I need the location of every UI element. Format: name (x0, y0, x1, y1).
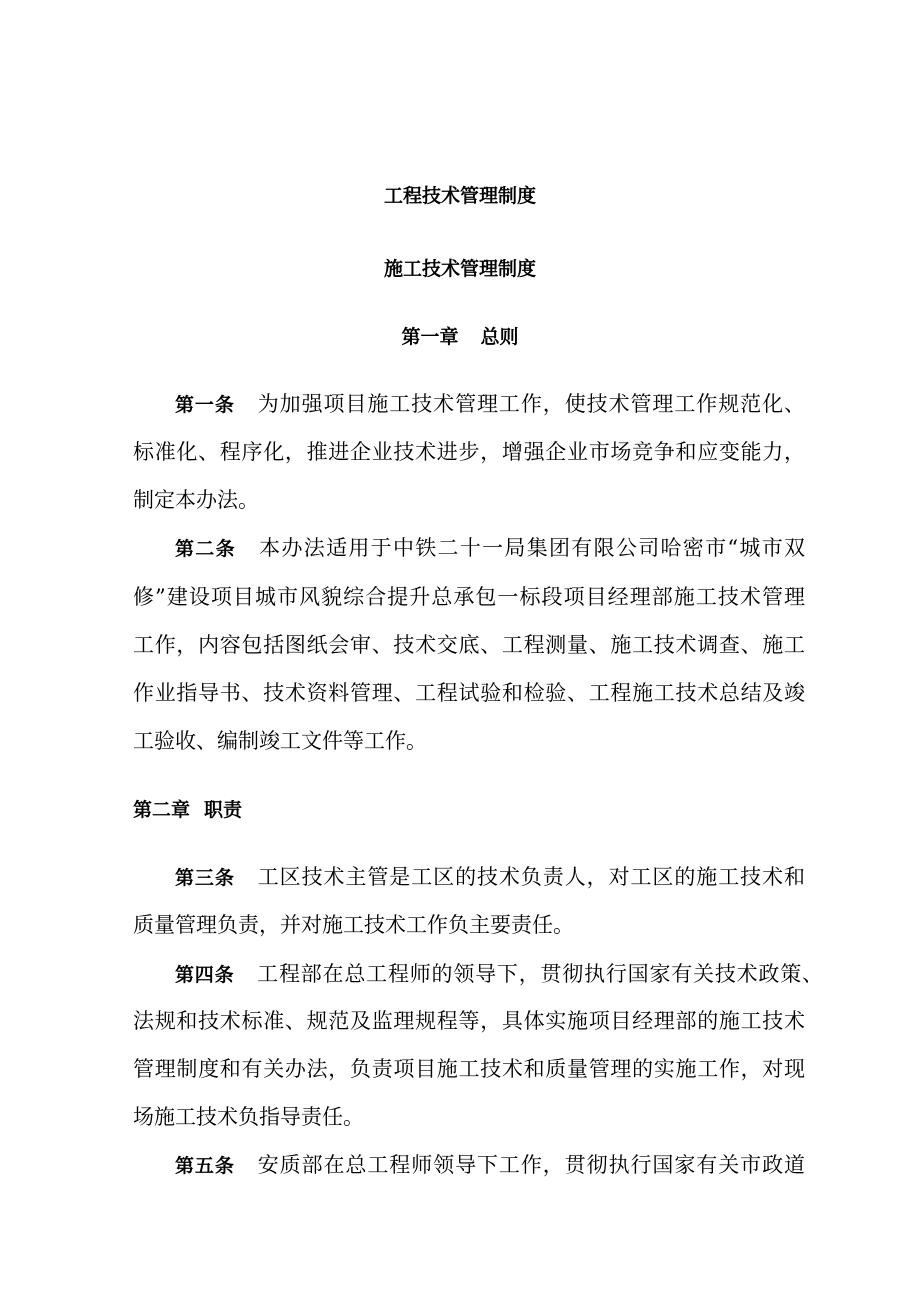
article-4-line-3: 管理制度和有关办法，负责项目施工技术和质量管理的实施工作，对现 (133, 1057, 805, 1081)
article-1-line-3: 制定本办法。 (133, 488, 259, 512)
article-label: 第一条 (175, 394, 235, 416)
article-label: 第二条 (175, 538, 236, 560)
chapter-name: 总则 (480, 326, 519, 348)
article-2-line-1 (175, 533, 805, 563)
article-2-line-2: 修”建设项目城市风貌综合提升总承包一标段项目经理部施工技术管理 (133, 585, 805, 609)
article-text: 安质部在总工程师领导下工作，贯彻执行国家有关市政道 (256, 1153, 805, 1177)
article-text: 工程部在总工程师的领导下，贯彻执行国家有关技术政策、 (256, 962, 823, 986)
article-2-line-4: 作业指导书、技术资料管理、工程试验和检验、工程施工技术总结及竣 (133, 681, 805, 705)
article-label: 第四条 (175, 964, 235, 986)
article-2-line-3: 工作，内容包括图纸会审、技术交底、工程测量、施工技术调查、施工 (133, 633, 805, 657)
article-3-line-1 (175, 862, 805, 892)
article-text: 为加强项目施工技术管理工作，使技术管理工作规范化、 (256, 392, 805, 416)
article-text: 本办法适用于中铁二十一局集团有限公司哈密市“城市双 (257, 536, 805, 560)
article-label: 第五条 (175, 1155, 235, 1177)
document-subtitle: 施工技术管理制度 (383, 258, 536, 280)
article-1-line-1 (175, 389, 805, 419)
article-4-line-4: 场施工技术负指导责任。 (133, 1105, 364, 1129)
article-2-line-5: 工验收、编制竣工文件等工作。 (133, 729, 427, 753)
article-1-line-2: 标准化、程序化，推进企业技术进步，增强企业市场竞争和应变能力， (133, 440, 805, 464)
chapter-name: 职责 (204, 799, 243, 821)
article-text: 工区技术主管是工区的技术负责人，对工区的施工技术和 (256, 865, 805, 889)
chapter-2-heading (133, 794, 805, 824)
article-4-line-1 (175, 959, 823, 989)
document-title: 工程技术管理制度 (383, 185, 536, 207)
article-label: 第三条 (175, 867, 235, 889)
article-4-line-2: 法规和技术标准、规范及监理规程等，具体实施项目经理部的施工技术 (133, 1009, 805, 1033)
chapter-1-heading (0, 322, 920, 352)
chapter-number: 第一章 (401, 326, 459, 348)
article-5-line-1 (175, 1150, 805, 1180)
chapter-number: 第二章 (133, 799, 191, 821)
article-3-line-2: 质量管理负责，并对施工技术工作负主要责任。 (133, 913, 574, 937)
